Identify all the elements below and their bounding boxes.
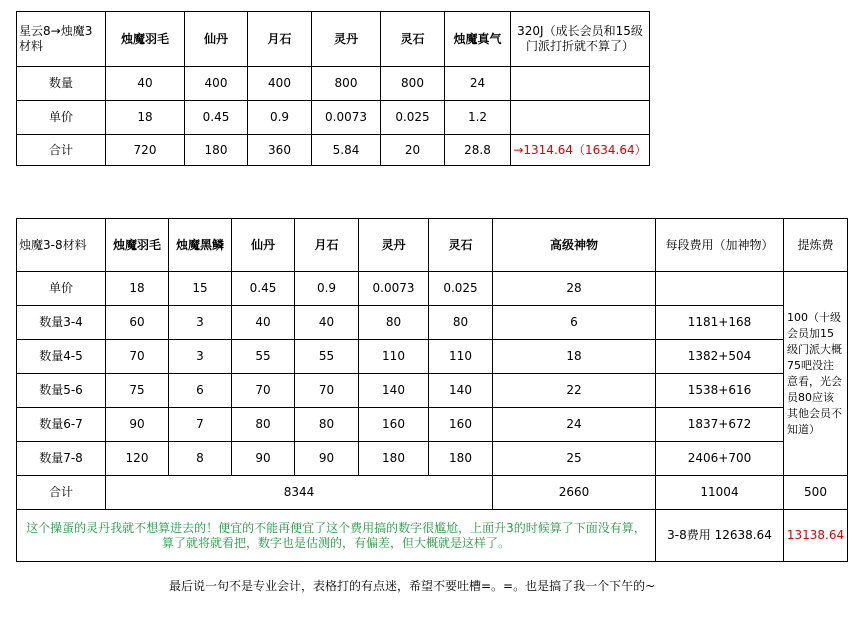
cell: 80 <box>295 408 359 442</box>
cell: 0.45 <box>232 272 295 306</box>
row-label: 数量4-5 <box>17 340 106 374</box>
cell: 28 <box>493 272 656 306</box>
cell: 20 <box>381 135 445 166</box>
table1-header: 灵丹 <box>312 12 381 67</box>
cell: 60 <box>106 306 169 340</box>
table-row <box>17 476 848 510</box>
table1-total-highlight: →1314.64（1634.64） <box>511 135 650 166</box>
cell: 400 <box>185 67 248 101</box>
table-row <box>17 67 650 101</box>
cost-total: 11004 <box>656 476 784 510</box>
cell <box>511 101 650 135</box>
table2-header: 烛魔黑鳞 <box>169 219 232 272</box>
material-table-star8-to-candle3 <box>16 11 650 166</box>
cell: 180 <box>359 442 429 476</box>
cell: 80 <box>359 306 429 340</box>
table-row <box>17 101 650 135</box>
cell: 0.45 <box>185 101 248 135</box>
cell: 70 <box>106 340 169 374</box>
cell: 160 <box>359 408 429 442</box>
cell: 24 <box>445 67 511 101</box>
cell: 18 <box>106 101 185 135</box>
table2-header: 高级神物 <box>493 219 656 272</box>
cell: 0.025 <box>429 272 493 306</box>
table1-header: 烛魔羽毛 <box>106 12 185 67</box>
cell: 22 <box>493 374 656 408</box>
cell: 0.9 <box>295 272 359 306</box>
cell: 360 <box>248 135 312 166</box>
cell: 70 <box>295 374 359 408</box>
cell: 15 <box>169 272 232 306</box>
table2-header: 烛魔羽毛 <box>106 219 169 272</box>
cell: 6 <box>493 306 656 340</box>
cell: 80 <box>429 306 493 340</box>
table1-header: 烛魔真气 <box>445 12 511 67</box>
table1-note-header: 320J（成长会员和15级门派打折就不算了） <box>511 12 650 67</box>
row-label: 合计 <box>17 135 106 166</box>
table-row <box>17 135 650 166</box>
row-label: 数量6-7 <box>17 408 106 442</box>
cell: 1.2 <box>445 101 511 135</box>
cell: 110 <box>359 340 429 374</box>
cell: 90 <box>106 408 169 442</box>
cell: 140 <box>359 374 429 408</box>
refine-total: 500 <box>784 476 848 510</box>
table2-header: 灵丹 <box>359 219 429 272</box>
comment: 这个操蛋的灵丹我就不想算进去的！便宜的不能再便宜了这个费用搞的数字很尴尬，上面升3的时候算了下面没有算，算了就将就看把，数字也是估测的，有偏差，但大概就是这样了。 <box>17 510 656 562</box>
cell: 40 <box>106 67 185 101</box>
cell: 2406+700 <box>656 442 784 476</box>
table1-header: 仙丹 <box>185 12 248 67</box>
cell: 55 <box>295 340 359 374</box>
cell: 8 <box>169 442 232 476</box>
row-label: 数量7-8 <box>17 442 106 476</box>
cell: 0.0073 <box>359 272 429 306</box>
cell: 720 <box>106 135 185 166</box>
table2-header: 月石 <box>295 219 359 272</box>
row-label: 单价 <box>17 101 106 135</box>
table2-header: 仙丹 <box>232 219 295 272</box>
table-row <box>17 510 848 562</box>
cell: 3 <box>169 306 232 340</box>
table2-header: 每段费用（加神物） <box>656 219 784 272</box>
cell: 28.8 <box>445 135 511 166</box>
table2-header: 提炼费 <box>784 219 848 272</box>
cell: 140 <box>429 374 493 408</box>
row-label: 数量5-6 <box>17 374 106 408</box>
cell: 70 <box>232 374 295 408</box>
cell: 40 <box>295 306 359 340</box>
cell: 180 <box>185 135 248 166</box>
artifact-total: 2660 <box>493 476 656 510</box>
cell: 6 <box>169 374 232 408</box>
row-label: 单价 <box>17 272 106 306</box>
refine-note: 100（十级会员加15级门派大概75吧没注意看，光会员80应该其他会员不知道） <box>784 272 848 476</box>
cell: 90 <box>295 442 359 476</box>
cell: 1538+616 <box>656 374 784 408</box>
cell: 800 <box>381 67 445 101</box>
cell: 160 <box>429 408 493 442</box>
cell: 3 <box>169 340 232 374</box>
row-label: 数量 <box>17 67 106 101</box>
cell <box>656 272 784 306</box>
cell <box>511 67 650 101</box>
grand-total: 13138.64 <box>784 510 848 562</box>
cell: 800 <box>312 67 381 101</box>
table2-header: 灵石 <box>429 219 493 272</box>
table-row <box>17 374 848 408</box>
cell: 18 <box>106 272 169 306</box>
table-row <box>17 272 848 306</box>
material-table-candle3-to-8 <box>16 218 848 562</box>
cell: 0.9 <box>248 101 312 135</box>
cell: 120 <box>106 442 169 476</box>
cell: 180 <box>429 442 493 476</box>
cell: 18 <box>493 340 656 374</box>
table1-corner: 星云8→烛魔3材料 <box>17 12 106 67</box>
cell: 40 <box>232 306 295 340</box>
table-row <box>17 408 848 442</box>
cell: 75 <box>106 374 169 408</box>
row-label: 合计 <box>17 476 106 510</box>
cell: 90 <box>232 442 295 476</box>
cell: 7 <box>169 408 232 442</box>
materials-total: 8344 <box>106 476 493 510</box>
cell: 1382+504 <box>656 340 784 374</box>
cell: 0.0073 <box>312 101 381 135</box>
table1-header: 月石 <box>248 12 312 67</box>
table-row <box>17 340 848 374</box>
cell: 24 <box>493 408 656 442</box>
table-row <box>17 442 848 476</box>
table-row <box>17 306 848 340</box>
cell: 1837+672 <box>656 408 784 442</box>
cell: 5.84 <box>312 135 381 166</box>
table1-header: 灵石 <box>381 12 445 67</box>
cell: 400 <box>248 67 312 101</box>
cell: 0.025 <box>381 101 445 135</box>
cell: 1181+168 <box>656 306 784 340</box>
footer-note: 最后说一句不是专业会计，表格打的有点迷，希望不要吐槽=。=。也是搞了我一个下午的~ <box>169 579 656 593</box>
row-label: 数量3-4 <box>17 306 106 340</box>
cell: 25 <box>493 442 656 476</box>
cell: 80 <box>232 408 295 442</box>
cost-summary: 3-8费用 12638.64 <box>656 510 784 562</box>
cell: 110 <box>429 340 493 374</box>
table2-corner: 烛魔3-8材料 <box>17 219 106 272</box>
cell: 55 <box>232 340 295 374</box>
